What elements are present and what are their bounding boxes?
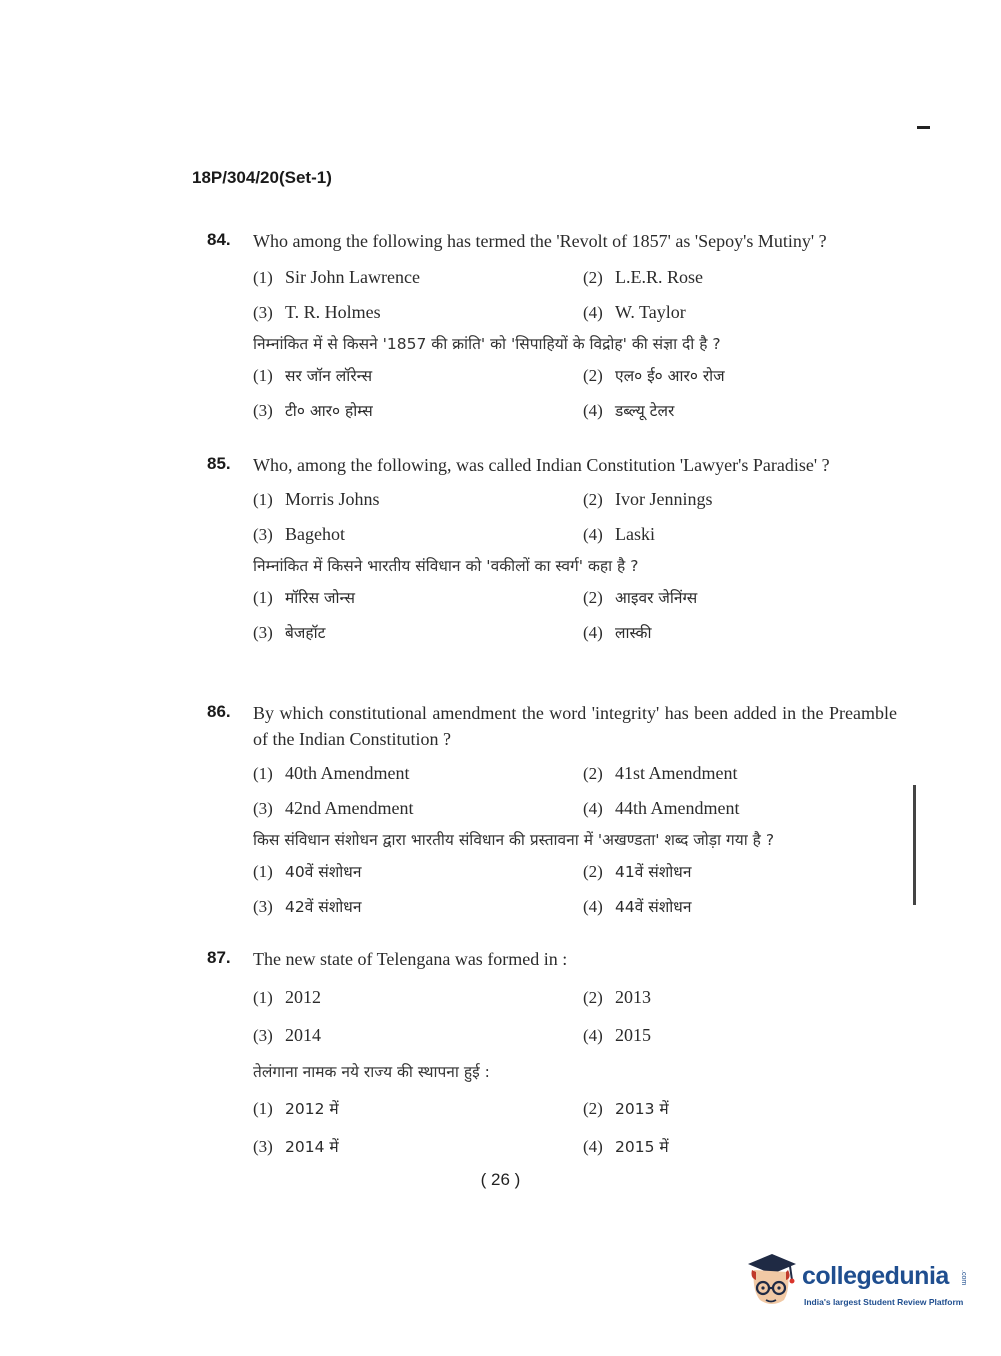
option-en-4: (4) 2015 — [583, 1025, 651, 1045]
option-en-1: (1) 40th Amendment — [253, 763, 410, 783]
option-en-3: (3) Bagehot — [253, 524, 345, 544]
option-hi-4: (4) डब्ल्यू टेलर — [583, 401, 675, 420]
question-text-hi: निम्नांकित में किसने भारतीय संविधान को 'वकीलों का स्वर्ग' कहा है ? — [253, 557, 639, 575]
corner-dash — [917, 126, 930, 129]
option-hi-3: (3) 42वें संशोधन — [253, 897, 362, 916]
option-hi-3: (3) बेजहॉट — [253, 623, 326, 642]
option-en-4: (4) W. Taylor — [583, 302, 686, 322]
option-en-2: (2) Ivor Jennings — [583, 489, 713, 509]
question-text-hi: तेलंगाना नामक नये राज्य की स्थापना हुई : — [253, 1063, 490, 1081]
brand-tagline: India's largest Student Review Platform — [804, 1297, 964, 1307]
option-en-3: (3) 42nd Amendment — [253, 798, 414, 818]
option-en-2: (2) L.E.R. Rose — [583, 267, 703, 287]
margin-line — [913, 785, 916, 905]
question-number: 84. — [207, 230, 231, 249]
question-text-en: The new state of Telengana was formed in : — [253, 949, 568, 969]
question-text-hi: किस संविधान संशोधन द्वारा भारतीय संविधान की प्रस्तावना में 'अखण्डता' शब्द जोड़ा गया है ? — [253, 831, 775, 849]
option-hi-1: (1) 2012 में — [253, 1099, 339, 1118]
option-hi-2: (2) 41वें संशोधन — [583, 862, 692, 881]
question-number: 85. — [207, 454, 231, 473]
collegedunia-logo[interactable] — [742, 1250, 972, 1320]
page-number: ( 26 ) — [480, 1170, 521, 1189]
option-en-1: (1) 2012 — [253, 987, 321, 1007]
option-hi-1: (1) मॉरिस जोन्स — [253, 588, 356, 607]
question-text-hi: निम्नांकित में से किसने '1857 की क्रांति' को 'सिपाहियों के विद्रोह' की संज्ञा दी है ? — [253, 335, 721, 353]
question-text-en: Who among the following has termed the 'Revolt of 1857' as 'Sepoy's Mutiny' ? — [253, 231, 827, 251]
option-hi-4: (4) लास्की — [583, 623, 652, 642]
option-en-2: (2) 41st Amendment — [583, 763, 738, 783]
option-hi-1: (1) सर जॉन लॉरेन्स — [253, 366, 373, 385]
option-en-1: (1) Sir John Lawrence — [253, 267, 420, 287]
option-en-4: (4) 44th Amendment — [583, 798, 740, 818]
question-number: 87. — [207, 948, 231, 967]
option-en-3: (3) T. R. Holmes — [253, 302, 381, 322]
option-en-3: (3) 2014 — [253, 1025, 321, 1045]
option-hi-1: (1) 40वें संशोधन — [253, 862, 362, 881]
student-mascot-icon — [742, 1250, 800, 1310]
paper-code: 18P/304/20(Set-1) — [192, 168, 332, 187]
brand-name: collegedunia — [802, 1262, 949, 1290]
question-number: 86. — [207, 702, 231, 721]
option-hi-4: (4) 44वें संशोधन — [583, 897, 692, 916]
question-85 — [207, 452, 897, 650]
option-en-4: (4) Laski — [583, 524, 655, 544]
brand-suffix: .com — [960, 1270, 967, 1286]
option-en-1: (1) Morris Johns — [253, 489, 380, 509]
option-hi-4: (4) 2015 में — [583, 1137, 669, 1156]
option-hi-3: (3) 2014 में — [253, 1137, 339, 1156]
question-text-en: Who, among the following, was called Indian Constitution 'Lawyer's Paradise' ? — [253, 455, 830, 475]
option-hi-3: (3) टी० आर० होम्स — [253, 401, 373, 420]
option-en-2: (2) 2013 — [583, 987, 651, 1007]
question-text-en: By which constitutional amendment the word 'integrity' has been added in the Preamble of the Indian Constitution ? — [253, 703, 897, 749]
option-hi-2: (2) 2013 में — [583, 1099, 669, 1118]
question-87 — [207, 946, 897, 1166]
option-hi-2: (2) आइवर जेनिंग्स — [583, 588, 698, 607]
option-hi-2: (2) एल० ई० आर० रोज — [583, 366, 725, 385]
question-86 — [207, 700, 897, 924]
question-84 — [207, 228, 897, 428]
